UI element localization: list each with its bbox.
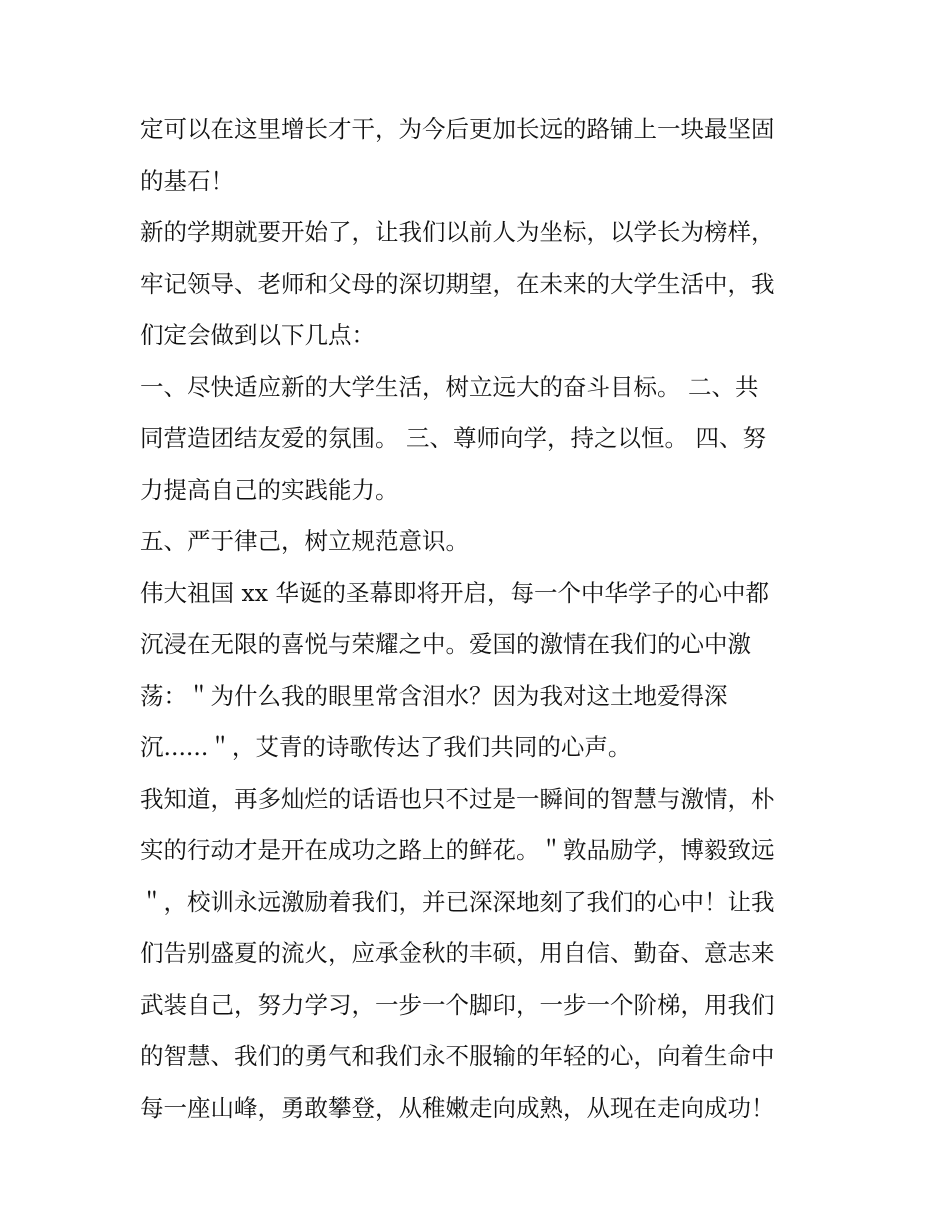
- document-body: [140, 104, 820, 1134]
- text-line: 的智慧、我们的勇气和我们永不服输的年轻的心，向着生命中: [140, 1042, 775, 1070]
- text-line: 荡：＂为什么我的眼里常含泪水？因为我对这土地爱得深: [140, 681, 728, 710]
- text-line: 力提高自己的实践能力。: [140, 475, 399, 504]
- text-line: 伟大祖国 xx 华诞的圣幕即将开启，每一个中华学子的心中都: [140, 578, 769, 607]
- text-line: 同营造团结友爱的氛围。 三、尊师向学，持之以恒。 四、努: [140, 424, 766, 452]
- text-line: 我知道，再多灿烂的话语也只不过是一瞬间的智慧与激情，朴: [140, 784, 775, 813]
- text-line: 五、严于律己，树立规范意识。: [140, 527, 469, 555]
- text-line: 牢记领导、老师和父母的深切期望，在未来的大学生活中，我: [140, 269, 775, 298]
- text-line: 沉......＂，艾青的诗歌传达了我们共同的心声。: [140, 733, 632, 761]
- text-line: 每一座山峰，勇敢攀登，从稚嫩走向成熟，从现在走向成功！: [140, 1093, 775, 1122]
- text-line: 沉浸在无限的喜悦与荣耀之中。爱国的激情在我们的心中激: [140, 630, 751, 658]
- text-line: 定可以在这里增长才干，为今后更加长远的路铺上一块最坚固: [140, 115, 775, 143]
- text-line: 新的学期就要开始了，让我们以前人为坐标，以学长为榜样，: [140, 218, 775, 246]
- text-line: 实的行动才是开在成功之路上的鲜花。＂敦品励学，博毅致远: [140, 836, 775, 864]
- text-line: 的基石！: [140, 166, 234, 195]
- text-line: ＂，校训永远激励着我们，并已深深地刻了我们的心中！让我: [140, 887, 775, 916]
- text-line: 武装自己，努力学习，一步一个脚印，一步一个阶梯，用我们: [140, 990, 775, 1019]
- text-line: 一、尽快适应新的大学生活，树立远大的奋斗目标。 二、共: [140, 372, 759, 401]
- text-line: 们告别盛夏的流火，应承金秋的丰硕，用自信、勤奋、意志来: [140, 939, 775, 967]
- text-line: 们定会做到以下几点：: [140, 321, 375, 349]
